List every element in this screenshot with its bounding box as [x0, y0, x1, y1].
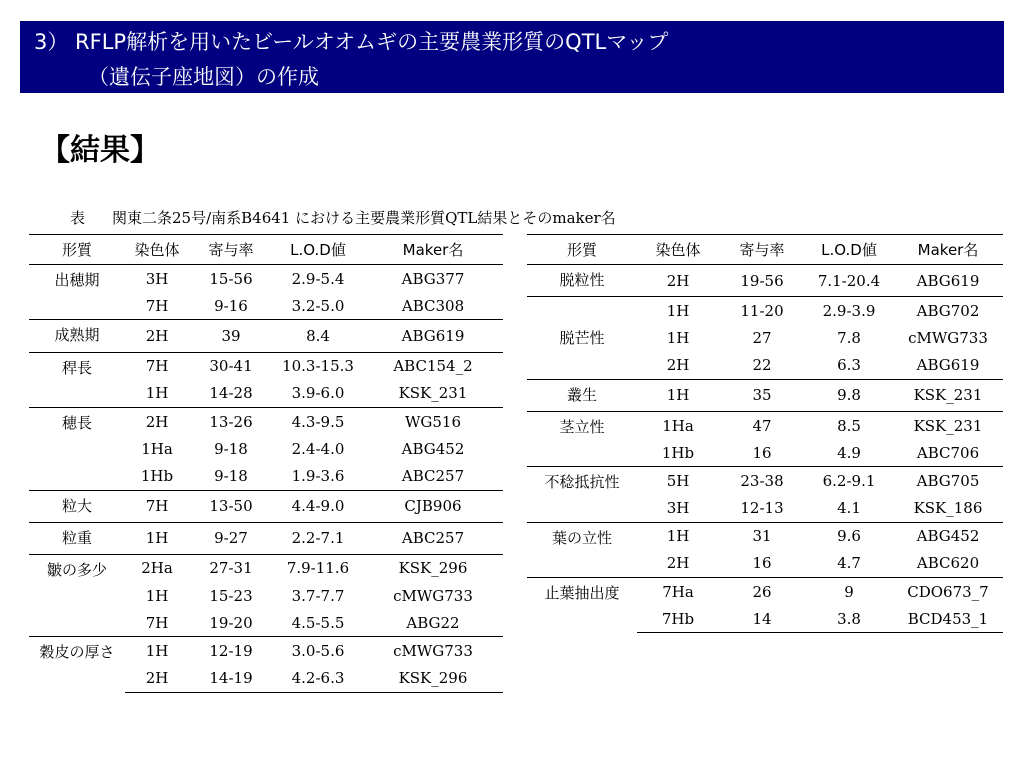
marker-cell: ABG619 [916, 356, 980, 375]
lod-cell: 4.4-9.0 [273, 490, 363, 522]
contribution-cell: 26 [719, 578, 805, 606]
contribution-cell: 14-19 [189, 665, 273, 693]
marker-cell: KSK_231 [893, 411, 1003, 439]
trait-cell: 不稔抵抗性 [527, 467, 637, 522]
lod-cell: 2.9-5.4 [291, 269, 345, 288]
contribution-cell: 35 [719, 379, 805, 411]
caption-text: 関東二条25号/南系B4641 における主要農業形質QTL結果とそのmaker名 [112, 209, 616, 227]
chromosome-cell: 1Ha [141, 439, 173, 458]
trait-cell: 脱粒性 [559, 271, 605, 289]
lod-cell: 3.0-5.6 [273, 637, 363, 665]
contribution-cell: 39 [189, 320, 273, 352]
table-row [527, 297, 1003, 325]
contribution-cell: 30-41 [189, 352, 273, 380]
chromosome-cell: 2H [666, 356, 690, 375]
table-row [527, 265, 1003, 297]
lod-cell: 4.9 [837, 443, 861, 462]
contribution-cell: 9-18 [214, 466, 248, 485]
col-header-contribution: 寄与率 [719, 235, 805, 265]
chromosome-cell: 7Ha [637, 578, 719, 606]
chromosome-cell: 1H [125, 637, 189, 665]
caption-label: 表 [70, 209, 86, 227]
lod-cell: 4.3-9.5 [273, 407, 363, 435]
chromosome-cell: 5H [637, 467, 719, 495]
contribution-cell: 16 [752, 443, 772, 462]
marker-cell: KSK_231 [398, 384, 468, 403]
table-row [29, 490, 503, 522]
title-bar [20, 21, 1004, 93]
chromosome-cell: 1H [125, 522, 189, 554]
table-row [29, 320, 503, 352]
contribution-cell: 14 [719, 605, 805, 633]
marker-cell: ABC706 [916, 443, 980, 462]
lod-cell: 4.7 [837, 554, 861, 573]
lod-cell: 3.7-7.7 [291, 586, 345, 605]
lod-cell: 9.6 [805, 522, 893, 550]
lod-cell: 8.5 [805, 411, 893, 439]
lod-cell: 2.9-3.9 [805, 297, 893, 325]
contribution-cell: 27-31 [189, 554, 273, 582]
marker-cell: ABG452 [893, 522, 1003, 550]
lod-cell: 7.9-11.6 [273, 554, 363, 582]
qtl-table-left [29, 234, 503, 693]
marker-cell: cMWG733 [363, 637, 503, 665]
chromosome-cell: 1H [637, 522, 719, 550]
chromosome-cell: 7H [145, 613, 169, 632]
marker-cell: ABG705 [893, 467, 1003, 495]
contribution-cell: 12-13 [740, 499, 784, 518]
marker-cell: ABG702 [893, 297, 1003, 325]
col-header-lod: L.O.D値 [805, 235, 893, 265]
chromosome-cell: 1H [637, 379, 719, 411]
trait-cell: 穂長 [29, 407, 125, 490]
col-header-lod: L.O.D値 [273, 235, 363, 265]
chromosome-cell: 2H [666, 271, 690, 290]
chromosome-cell: 2H [125, 407, 189, 435]
marker-cell: CJB906 [363, 490, 503, 522]
table-header-row [29, 235, 503, 265]
marker-cell: ABG377 [401, 269, 465, 288]
trait-cell: 稈長 [29, 352, 125, 407]
lod-cell: 8.4 [273, 320, 363, 352]
contribution-cell: 12-19 [189, 637, 273, 665]
lod-cell: 3.9-6.0 [291, 384, 345, 403]
col-header-trait: 形質 [29, 235, 125, 265]
trait-cell: 叢生 [527, 379, 637, 411]
marker-cell: ABC154_2 [363, 352, 503, 380]
table-row [527, 411, 1003, 439]
chromosome-cell: 1Hb [140, 466, 174, 485]
title-line-1: 3） RFLP解析を用いたビールオオムギの主要農業形質のQTLマップ [34, 30, 669, 54]
contribution-cell: 31 [719, 522, 805, 550]
table-row [29, 265, 503, 293]
contribution-cell: 23-38 [719, 467, 805, 495]
lod-cell: 7.1-20.4 [817, 271, 881, 290]
contribution-cell: 15-23 [209, 586, 253, 605]
chromosome-cell: 7Hb [637, 605, 719, 633]
trait-cell: 成熟期 [29, 320, 125, 352]
marker-cell: ABC620 [916, 554, 980, 573]
trait-cell: 葉の立性 [527, 522, 637, 577]
chromosome-cell: 2H [125, 320, 189, 352]
chromosome-cell: 7H [125, 490, 189, 522]
chromosome-cell: 7H [145, 296, 169, 315]
marker-cell: cMWG733 [908, 328, 988, 347]
chromosome-cell: 7H [125, 352, 189, 380]
col-header-trait: 形質 [527, 235, 637, 265]
lod-cell: 4.5-5.5 [291, 613, 345, 632]
col-header-marker: Maker名 [363, 235, 503, 265]
trait-cell: 茎立性 [527, 411, 637, 466]
lod-cell: 3.8 [805, 605, 893, 633]
contribution-cell: 15-56 [209, 269, 253, 288]
lod-cell: 3.2-5.0 [291, 296, 345, 315]
trait-cell: 穀皮の厚さ [29, 637, 125, 692]
lod-cell: 9.8 [805, 379, 893, 411]
table-header-row [527, 235, 1003, 265]
marker-cell: BCD453_1 [893, 605, 1003, 633]
table-row [29, 554, 503, 582]
trait-cell: 止葉抽出度 [527, 578, 637, 633]
contribution-cell: 13-50 [189, 490, 273, 522]
marker-cell: WG516 [363, 407, 503, 435]
contribution-cell: 13-26 [189, 407, 273, 435]
contribution-cell: 47 [719, 411, 805, 439]
contribution-cell: 11-20 [719, 297, 805, 325]
marker-cell: ABC257 [401, 466, 465, 485]
marker-cell: ABG619 [916, 271, 980, 290]
table-row [29, 637, 503, 665]
contribution-cell: 16 [752, 554, 772, 573]
lod-cell: 6.2-9.1 [805, 467, 893, 495]
col-header-chromosome: 染色体 [637, 235, 719, 265]
lod-cell: 9 [805, 578, 893, 606]
marker-cell: KSK_296 [363, 554, 503, 582]
chromosome-cell: 3H [666, 499, 690, 518]
col-header-chromosome: 染色体 [125, 235, 189, 265]
lod-cell: 7.8 [837, 328, 861, 347]
chromosome-cell: 2H [666, 554, 690, 573]
chromosome-cell: 1H [637, 297, 719, 325]
table-row [29, 407, 503, 435]
chromosome-cell: 2Ha [125, 554, 189, 582]
marker-cell: KSK_296 [363, 665, 503, 693]
chromosome-cell: 1H [145, 384, 169, 403]
contribution-cell: 19-56 [740, 271, 784, 290]
chromosome-cell: 2H [125, 665, 189, 693]
trait-cell: 脱芒性 [527, 297, 637, 380]
contribution-cell: 9-18 [214, 439, 248, 458]
contribution-cell: 9-16 [214, 296, 248, 315]
lod-cell: 4.1 [837, 499, 861, 518]
chromosome-cell: 1Hb [661, 443, 695, 462]
trait-cell: 粒重 [29, 522, 125, 554]
table-row [29, 522, 503, 554]
chromosome-cell: 1H [145, 586, 169, 605]
marker-cell: ABC257 [363, 522, 503, 554]
table-row [527, 522, 1003, 550]
table-row [527, 578, 1003, 606]
lod-cell: 6.3 [837, 356, 861, 375]
marker-cell: KSK_231 [893, 379, 1003, 411]
marker-cell: ABG452 [401, 439, 465, 458]
chromosome-cell: 3H [145, 269, 169, 288]
trait-cell: 粒大 [29, 490, 125, 522]
contribution-cell: 22 [752, 356, 772, 375]
chromosome-cell: 1Ha [637, 411, 719, 439]
table-row [527, 467, 1003, 495]
col-header-marker: Maker名 [893, 235, 1003, 265]
result-heading: 【結果】 [40, 133, 160, 168]
marker-cell: cMWG733 [393, 586, 473, 605]
lod-cell: 4.2-6.3 [273, 665, 363, 693]
lod-cell: 10.3-15.3 [273, 352, 363, 380]
lod-cell: 1.9-3.6 [291, 466, 345, 485]
table-row [527, 379, 1003, 411]
title-line-2: （遺伝子座地図）の作成 [88, 65, 319, 89]
table-row [29, 352, 503, 380]
marker-cell: ABG22 [406, 613, 460, 632]
lod-cell: 2.2-7.1 [273, 522, 363, 554]
lod-cell: 2.4-4.0 [291, 439, 345, 458]
qtl-table-right [527, 234, 1003, 633]
marker-cell: ABC308 [401, 296, 465, 315]
contribution-cell: 9-27 [189, 522, 273, 554]
contribution-cell: 14-28 [209, 384, 253, 403]
contribution-cell: 19-20 [209, 613, 253, 632]
marker-cell: CDO673_7 [893, 578, 1003, 606]
trait-cell: 出穂期 [54, 271, 100, 289]
col-header-contribution: 寄与率 [189, 235, 273, 265]
marker-cell: KSK_186 [913, 499, 983, 518]
marker-cell: ABG619 [363, 320, 503, 352]
contribution-cell: 27 [752, 328, 772, 347]
table-caption [70, 207, 616, 228]
trait-cell: 皺の多少 [29, 554, 125, 637]
chromosome-cell: 1H [666, 328, 690, 347]
